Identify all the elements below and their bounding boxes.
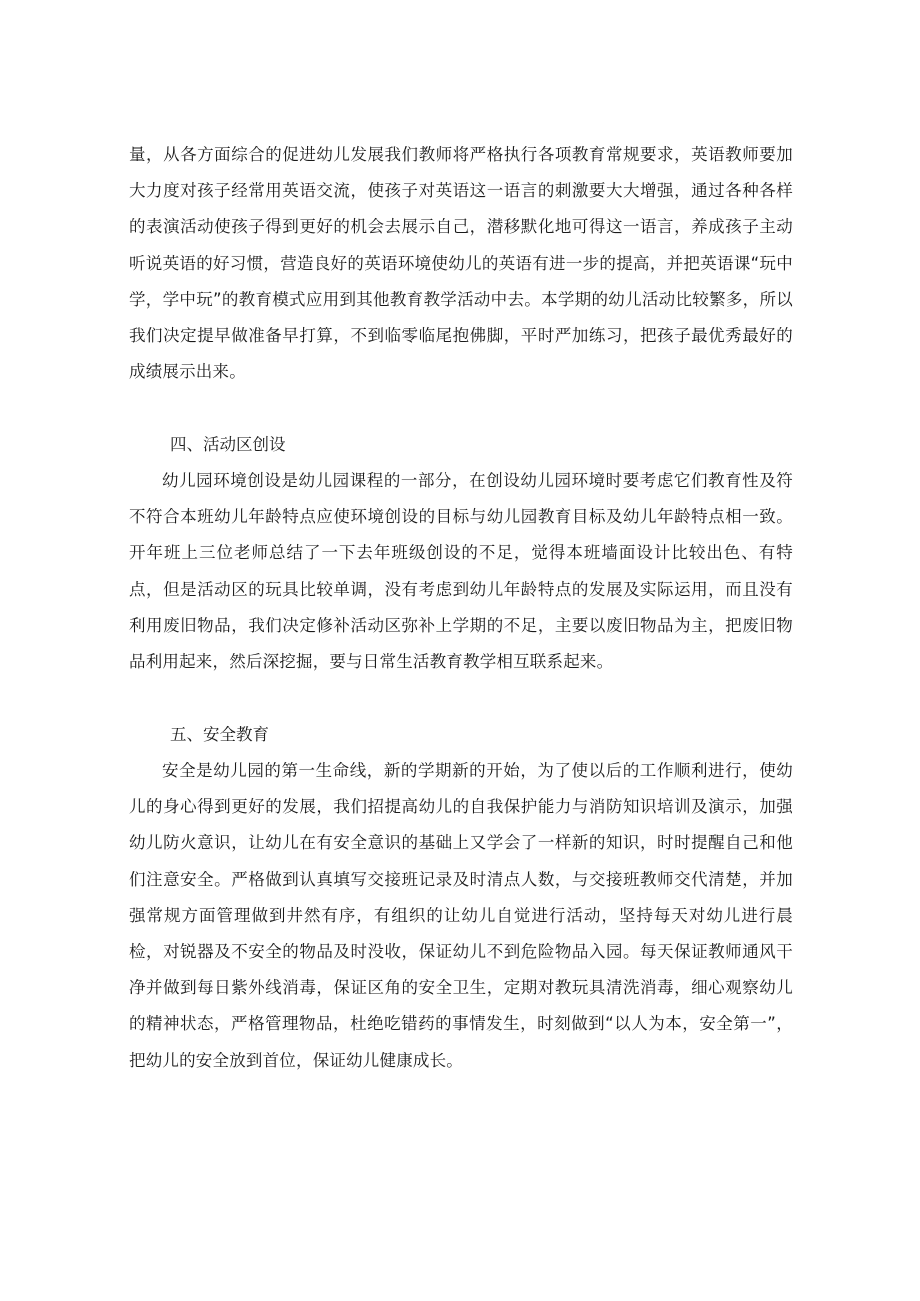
- section-heading-safety-education: 五、安全教育: [170, 725, 269, 744]
- paragraph-continued: 量，从各方面综合的促进幼儿发展我们教师将严格执行各项教育常规要求，英语教师要加大力度对孩子经常用英语交流，使孩子对英语这一语言的刺激要大大增强，通过各种各样的表演活动使孩子得到更好的机会去展示自己，潜移默化地可得这一语言，养成孩子主动听说英语的好习惯，营造良好的英语环境使幼儿的英语有进一步的提高，并把英语课“玩中学，学中玩”的教育模式应用到其他教育教学活动中去。本学期的幼儿活动比较繁多，所以我们决定提早做准备早打算，不到临零临尾抱佛脚，平时严加练习，把孩子最优秀最好的成绩展示出来。: [129, 145, 793, 382]
- paragraph-activity-area: 幼儿园环境创设是幼儿园课程的一部分，在创设幼儿园环境时要考虑它们教育性及符不符合本班幼儿年龄特点应使环境创设的目标与幼儿园教育目标及幼儿年龄特点相一致。开年班上三位老师总结了一下去年班级创设的不足，觉得本班墙面设计比较出色、有特点，但是活动区的玩具比较单调，没有考虑到幼儿年龄特点的发展及实际运用，而且没有利用废旧物品，我们决定修补活动区弥补上学期的不足，主要以废旧物品为主，把废旧物品利用起来，然后深挖掘，要与日常生活教育教学相互联系起来。: [129, 471, 793, 672]
- document-page: [129, 137, 793, 1079]
- paragraph-safety-education: 安全是幼儿园的第一生命线，新的学期新的开始，为了使以后的工作顺利进行，使幼儿的身心得到更好的发展，我们招提高幼儿的自我保护能力与消防知识培训及演示，加强幼儿防火意识，让幼儿在有安全意识的基础上又学会了一样新的知识，时时提醒自己和他们注意安全。严格做到认真填写交接班记录及时清点人数，与交接班教师交代清楚，并加强常规方面管理做到井然有序，有组织的让幼儿自觉进行活动，坚持每天对幼儿进行晨检，对锐器及不安全的物品及时没收，保证幼儿不到危险物品入园。每天保证教师通风干净并做到每日紫外线消毒，保证区角的安全卫生，定期对教玩具清洗消毒，细心观察幼儿的精神状态，严格管理物品，杜绝吃错药的事情发生，时刻做到“以人为本，安全第一”，把幼儿的安全放到首位，保证幼儿健康成长。: [129, 761, 793, 1070]
- section-heading-activity-area: 四、活动区创设: [170, 435, 286, 454]
